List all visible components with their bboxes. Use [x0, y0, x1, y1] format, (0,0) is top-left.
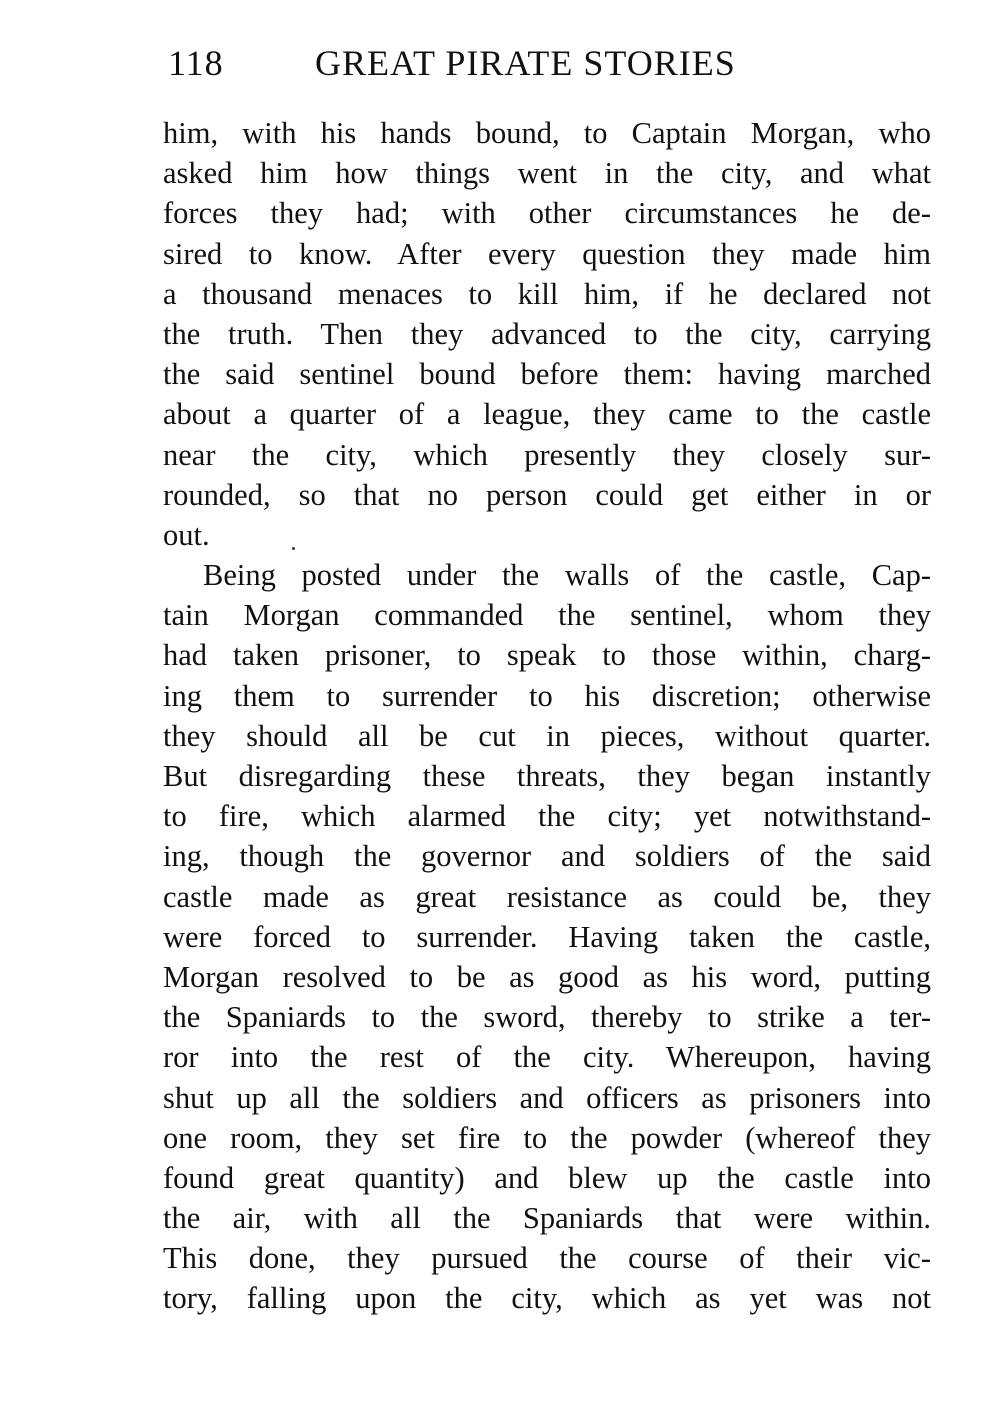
- body-text: [163, 113, 931, 1319]
- ink-speck: [292, 547, 295, 550]
- text-line: tain Morgan commanded the sentinel, whom they: [163, 598, 931, 633]
- text-line: near the city, which presently they closely sur-: [163, 437, 931, 472]
- text-line: ror into the rest of the city. Whereupon, having: [163, 1040, 931, 1075]
- text-line: the Spaniards to the sword, thereby to strike a ter-: [163, 1000, 931, 1035]
- text-line: asked him how things went in the city, and what: [163, 156, 931, 191]
- text-line: the air, with all the Spaniards that were within.: [163, 1201, 931, 1236]
- text-line: out.: [163, 517, 210, 552]
- text-line: tory, falling upon the city, which as yet was not: [163, 1281, 931, 1316]
- text-line: had taken prisoner, to speak to those within, charg-: [163, 638, 931, 673]
- text-line: Morgan resolved to be as good as his word, putting: [163, 959, 931, 994]
- text-line: castle made as great resistance as could be, they: [163, 879, 931, 914]
- page-number: 118: [168, 43, 224, 83]
- text-line: This done, they pursued the course of their vic-: [163, 1241, 931, 1276]
- text-line: shut up all the soldiers and officers as prisoners into: [163, 1080, 931, 1115]
- text-line: to fire, which alarmed the city; yet notwithstand-: [163, 799, 931, 834]
- running-head: [168, 42, 788, 92]
- text-line: forces they had; with other circumstances he de-: [163, 196, 931, 231]
- text-line: about a quarter of a league, they came to the castle: [163, 397, 931, 432]
- text-line: him, with his hands bound, to Captain Morgan, who: [163, 116, 931, 150]
- text-line: a thousand menaces to kill him, if he declared not: [163, 276, 931, 311]
- text-line: ing them to surrender to his discretion; otherwise: [163, 678, 931, 713]
- text-line: But disregarding these threats, they began instantly: [163, 759, 931, 793]
- paragraph-1: [163, 113, 931, 555]
- text-line: they should all be cut in pieces, without quarter.: [163, 718, 931, 753]
- text-line: were forced to surrender. Having taken the castle,: [163, 919, 931, 954]
- paragraph-2: [163, 555, 931, 1319]
- text-line: the said sentinel bound before them: having marched: [163, 357, 931, 392]
- text-line: the truth. Then they advanced to the city, carrying: [163, 316, 931, 351]
- book-title: GREAT PIRATE STORIES: [315, 43, 736, 83]
- text-line: found great quantity) and blew up the castle into: [163, 1160, 931, 1195]
- text-line: sired to know. After every question they made him: [163, 236, 931, 271]
- text-line: rounded, so that no person could get either in or: [163, 477, 931, 512]
- text-line: one room, they set fire to the powder (whereof they: [163, 1120, 931, 1155]
- text-line: Being posted under the walls of the castle, Cap-: [203, 558, 931, 593]
- text-line: ing, though the governor and soldiers of the said: [163, 839, 931, 874]
